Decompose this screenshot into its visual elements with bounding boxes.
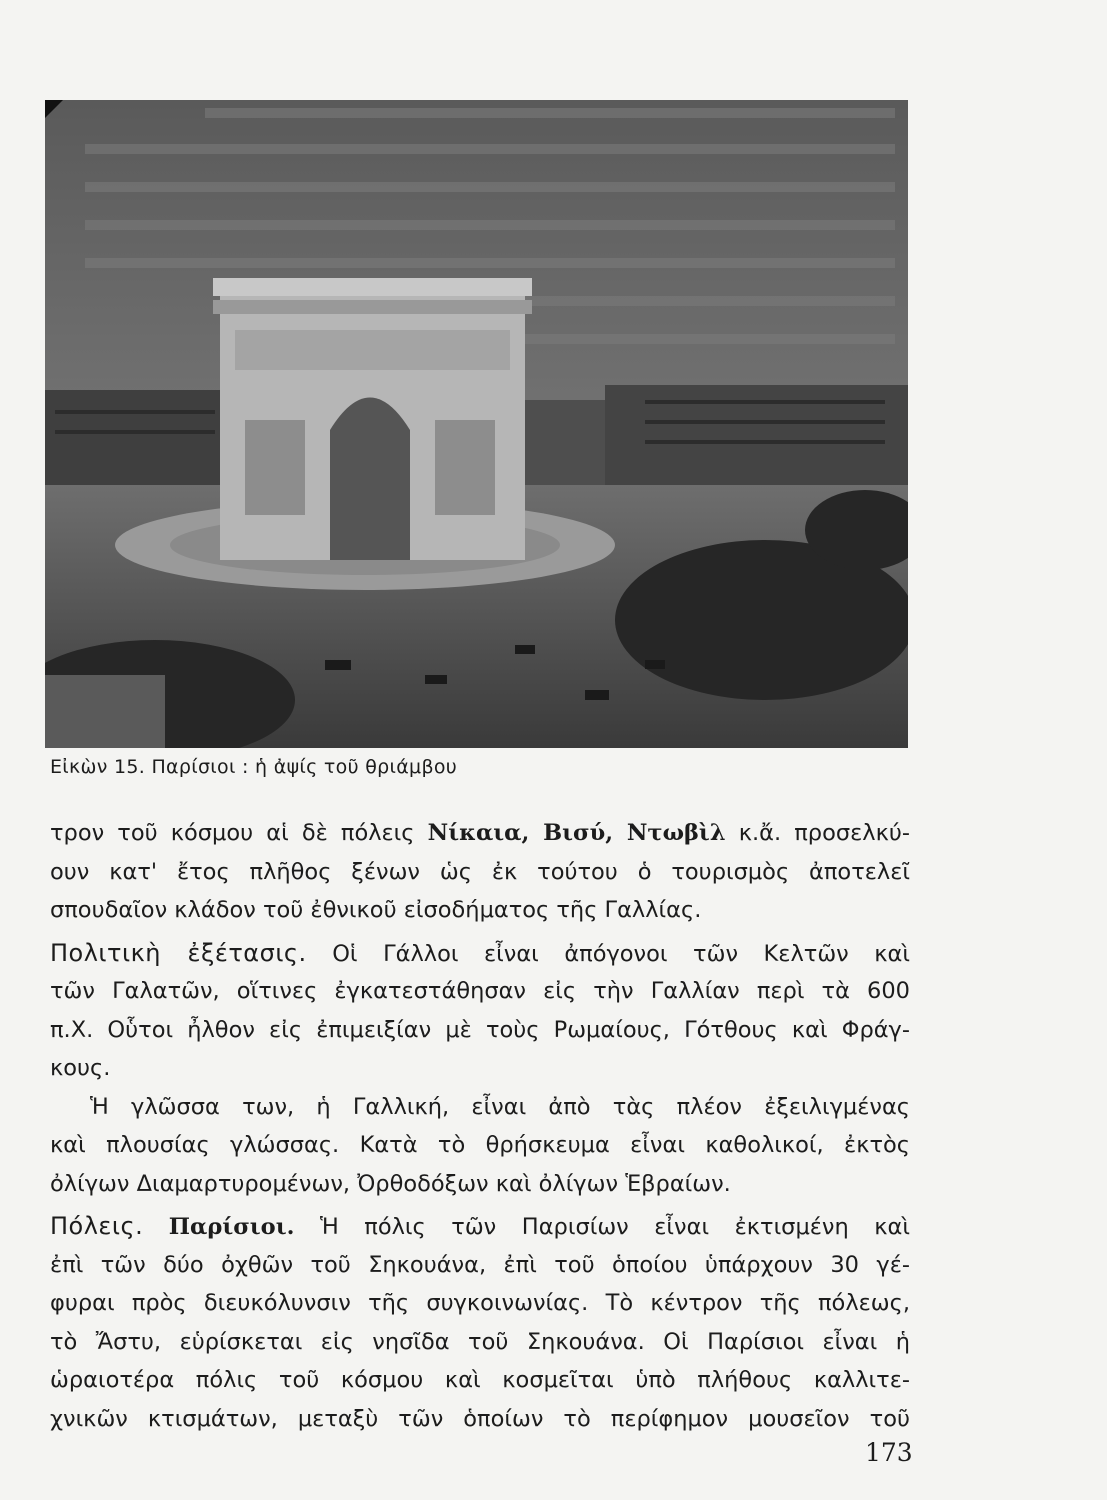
text-line: ουν κατ' ἔτος πλῆθος ξένων ὡς ἐκ τούτου ὁ τουρισμὸς ἀποτελεῖ — [50, 858, 910, 885]
text-line: ὀλίγων Διαμαρτυρομένων, Ὀρθοδόξων καὶ ὀλίγων Ἑβραίων. — [50, 1170, 731, 1197]
figure-caption: Εἰκὼν 15. Παρίσιοι : ἡ ἀψίς τοῦ θριάμβου — [50, 756, 458, 778]
corner-mark — [45, 100, 63, 118]
text-line: Πόλεις. Παρίσιοι. Ἡ πόλις τῶν Παρισίων εἶναι ἐκτισμένη καὶ — [50, 1212, 910, 1240]
text-line: Πολιτικὴ ἐξέτασις. Οἱ Γάλλοι εἶναι ἀπόγονοι τῶν Κελτῶν καὶ — [50, 938, 910, 967]
arch — [213, 278, 532, 560]
page-number: 173 — [865, 1438, 913, 1467]
text-line: ὡραιοτέρα πόλις τοῦ κόσμου καὶ κοσμεῖται ὑπὸ πλήθους καλλιτε- — [50, 1367, 910, 1393]
building-lower-left — [45, 675, 165, 748]
body-text — [50, 814, 910, 1438]
subheading: Παρίσιοι. — [168, 1214, 295, 1240]
text-line: τὸ Ἄστυ, εὑρίσκεται εἰς νησῖδα τοῦ Σηκουάνα. Οἱ Παρίσιοι εἶναι ἡ — [50, 1328, 910, 1355]
arc-de-triomphe-photo — [45, 100, 908, 748]
city-names: Νίκαια, Βισύ, Ντωβὶλ — [427, 820, 726, 846]
section-heading: Πόλεις. — [50, 1212, 144, 1240]
text-line: φυραι πρὸς διευκόλυνσιν τῆς συγκοινωνίας. Τὸ κέντρον τῆς πόλεως, — [50, 1290, 910, 1316]
text-line: τῶν Γαλατῶν, οἵτινες ἐγκατεστάθησαν εἰς τὴν Γαλλίαν περὶ τὰ 600 — [50, 978, 910, 1004]
text-line: ἐπὶ τῶν δύο ὀχθῶν τοῦ Σηκουάνα, ἐπὶ τοῦ ὁποίου ὑπάρχουν 30 γέ- — [50, 1251, 910, 1278]
text-line: Ἡ γλῶσσα των, ἡ Γαλλική, εἶναι ἀπὸ τὰς πλέον ἐξειλιγμένας — [90, 1093, 910, 1120]
photo-drawing — [45, 100, 908, 748]
section-heading: Πολιτικὴ ἐξέτασις. — [50, 938, 307, 967]
text-line: π.Χ. Οὗτοι ἦλθον εἰς ἐπιμειξίαν μὲ τοὺς Ρωμαίους, Γότθους καὶ Φράγ- — [50, 1016, 910, 1043]
text-line: χνικῶν κτισμάτων, μεταξὺ τῶν ὁποίων τὸ περίφημον μουσεῖον τοῦ — [50, 1405, 910, 1432]
text-line: καὶ πλουσίας γλώσσας. Κατὰ τὸ θρήσκευμα εἶναι καθολικοί, ἐκτὸς — [50, 1132, 910, 1158]
buildings-left — [45, 390, 235, 500]
text-line: κους. — [50, 1055, 111, 1081]
text-line: τρον τοῦ κόσμου αἱ δὲ πόλεις Νίκαια, Βισύ, Ντωβὶλ κ.ἄ. προσελκύ- — [50, 820, 910, 846]
text-line: σπουδαῖον κλάδον τοῦ ἐθνικοῦ εἰσοδήματος τῆς Γαλλίας. — [50, 897, 702, 923]
